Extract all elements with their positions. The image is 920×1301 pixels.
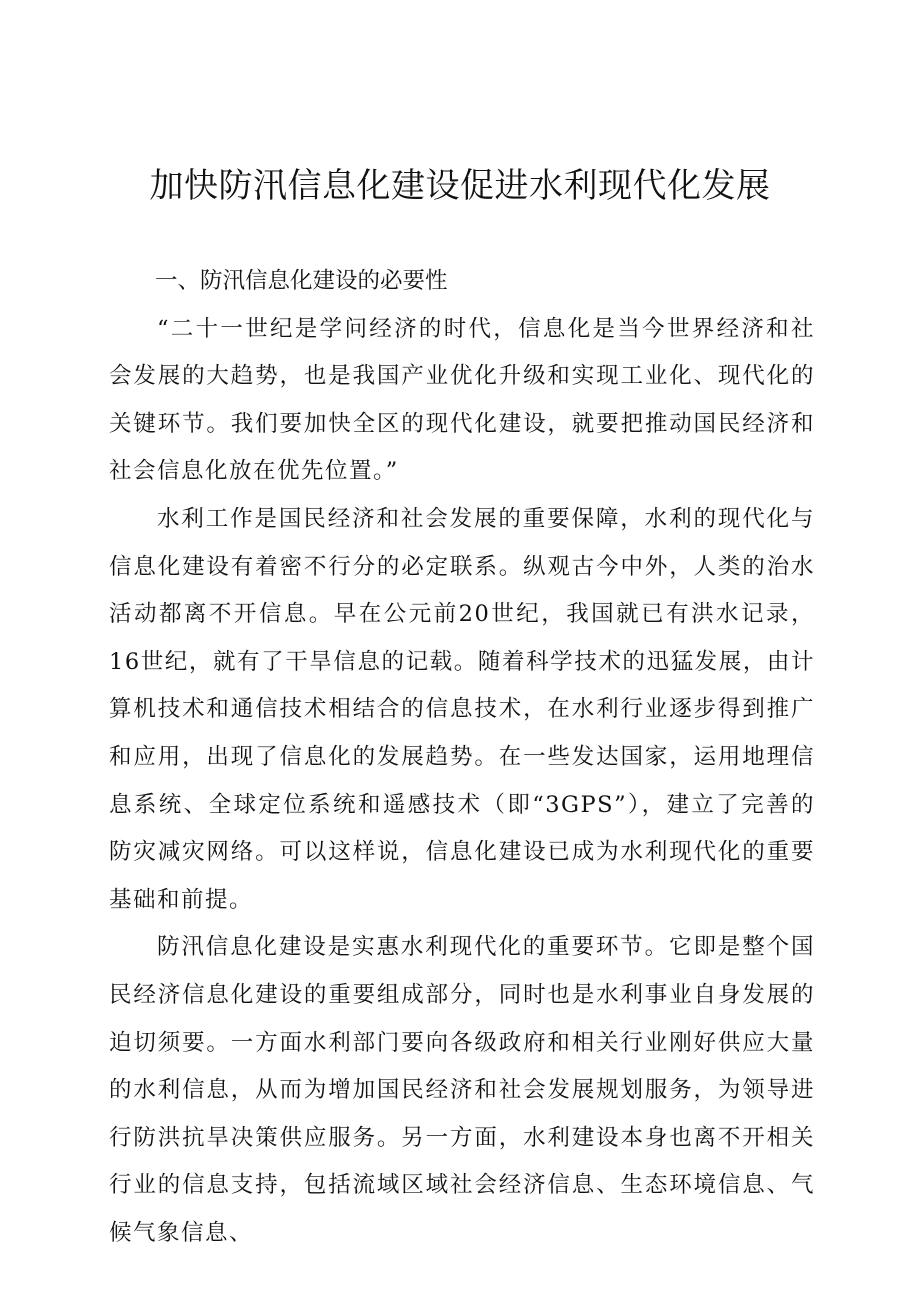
document-body bbox=[109, 258, 815, 1257]
paragraph-2: 水利工作是国民经济和社会发展的重要保障，水利的现代化与信息化建设有着密不行分的必定联系。纵观古今中外，人类的治水活动都离不开信息。早在公元前20世纪，我国就已有洪水记录，16世纪，就有了干旱信息的记载。随着科学技术的迅猛发展，由计算机技术和通信技术相结合的信息技术，在水利行业逐步得到推广和应用，出现了信息化的发展趋势。在一些发达国家，运用地理信息系统、全球定位系统和遥感技术（即“3GPS”），建立了完善的防灾减灾网络。可以这样说，信息化建设已成为水利现代化的重要基础和前提。 bbox=[109, 505, 815, 913]
paragraph-1: “二十一世纪是学问经济的时代，信息化是当今世界经济和社会发展的大趋势，也是我国产业优化升级和实现工业化、现代化的关键环节。我们要加快全区的现代化建设，就要把推动国民经济和社会信息化放在优先位置。” bbox=[109, 315, 815, 485]
paragraph-3: 防汛信息化建设是实惠水利现代化的重要环节。它即是整个国民经济信息化建设的重要组成部分，同时也是水利事业自身发展的迫切须要。一方面水利部门要向各级政府和相关行业刚好供应大量的水利信息，从而为增加国民经济和社会发展规划服务，为领导进行防洪抗旱决策供应服务。另一方面，水利建设本身也离不开相关行业的信息支持，包括流域区域社会经济信息、生态环境信息、气候气象信息、 bbox=[109, 934, 815, 1246]
document-title: 加快防汛信息化建设促进水利现代化发展 bbox=[149, 166, 771, 206]
section-heading: 一、防汛信息化建设的必要性 bbox=[155, 268, 448, 294]
